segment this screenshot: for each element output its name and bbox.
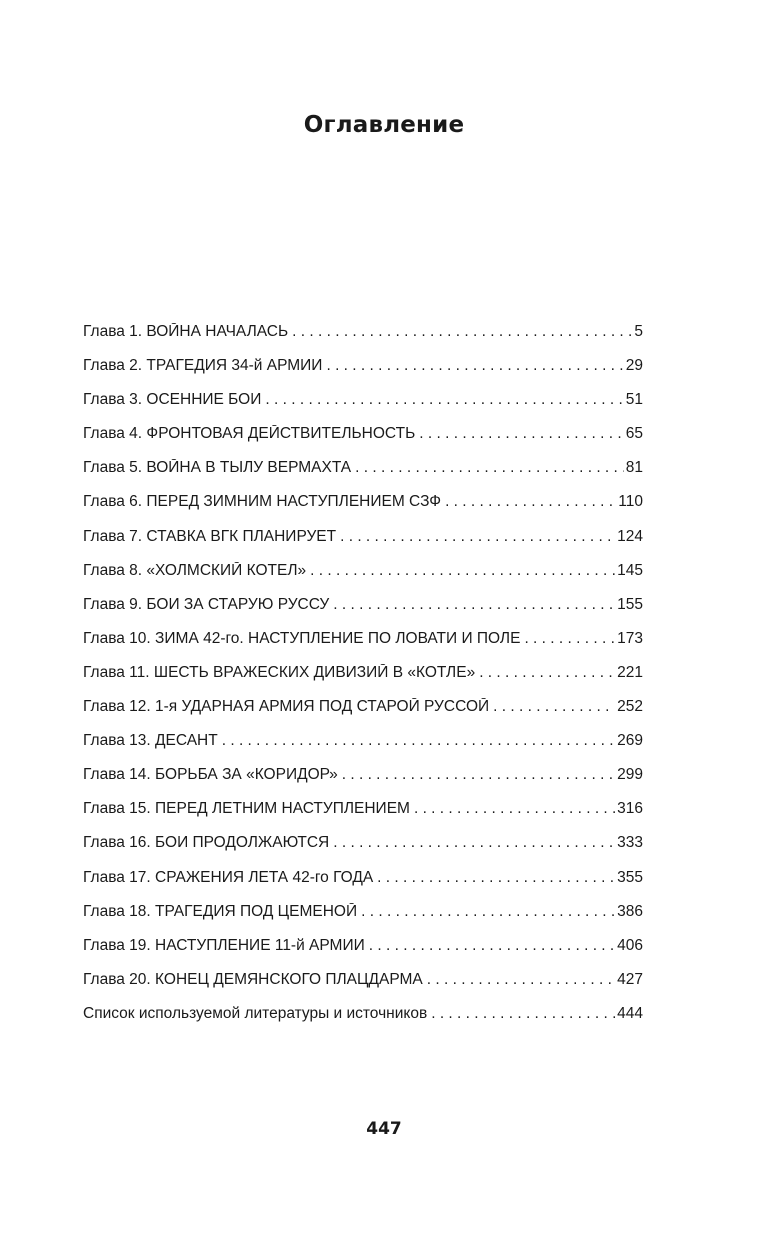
- toc-dot-leader: [419, 425, 623, 443]
- toc-entry-title: Глава 10. ЗИМА 42-го. НАСТУПЛЕНИЕ ПО ЛОВАТИ И ПОЛЕ: [83, 629, 521, 647]
- toc-dot-leader: [326, 357, 623, 375]
- toc-dot-leader: [333, 834, 615, 852]
- toc-dot-leader: [414, 800, 615, 818]
- toc-entry: [83, 834, 643, 868]
- toc-entry: [83, 732, 643, 766]
- toc-dot-leader: [479, 664, 615, 682]
- toc-entry: [83, 596, 643, 630]
- toc-entry: [83, 766, 643, 800]
- toc-entry-page: 110: [618, 493, 643, 511]
- toc-entry-title: Глава 2. ТРАГЕДИЯ 34-й АРМИИ: [83, 357, 323, 375]
- toc-entry-title: Глава 3. ОСЕННИЕ БОИ: [83, 391, 262, 409]
- toc-entry: [83, 425, 643, 459]
- page-number: 447: [366, 1119, 402, 1139]
- toc-entry-page: 145: [617, 561, 643, 579]
- page-title: Оглавление: [303, 112, 465, 138]
- toc-entry-page: 221: [617, 663, 643, 681]
- toc-entry-title: Глава 15. ПЕРЕД ЛЕТНИМ НАСТУПЛЕНИЕМ: [83, 800, 410, 818]
- toc-entry-title: Глава 6. ПЕРЕД ЗИМНИМ НАСТУПЛЕНИЕМ СЗФ: [83, 493, 442, 511]
- toc-dot-leader: [431, 1005, 615, 1023]
- toc-entry-page: 355: [617, 868, 643, 886]
- toc-entry-page: 29: [625, 357, 643, 375]
- toc-entry-page: 444: [617, 1004, 643, 1022]
- toc-entry-page: 81: [625, 459, 643, 477]
- toc-entry: [83, 630, 643, 664]
- toc-entry-title: Глава 16. БОИ ПРОДОЛЖАЮТСЯ: [83, 834, 330, 852]
- toc-entry-title: Глава 12. 1-я УДАРНАЯ АРМИЯ ПОД СТАРОЙ РУССОЙ: [83, 698, 490, 716]
- toc-dot-leader: [340, 528, 615, 546]
- toc-entry-page: 173: [617, 629, 643, 647]
- toc-entry-title: Глава 17. СРАЖЕНИЯ ЛЕТА 42-го ГОДА: [83, 868, 374, 886]
- toc-dot-leader: [369, 937, 615, 955]
- toc-dot-leader: [292, 323, 632, 341]
- toc-entry: [83, 698, 643, 732]
- toc-entry: [83, 528, 643, 562]
- toc-dot-leader: [310, 562, 615, 580]
- toc-dot-leader: [493, 698, 615, 716]
- toc-entry-page: 155: [617, 595, 643, 613]
- toc-entry-page: 124: [617, 527, 643, 545]
- toc-entry-title: Глава 13. ДЕСАНТ: [83, 732, 218, 750]
- toc-dot-leader: [524, 630, 615, 648]
- toc-entry-title: Глава 7. СТАВКА ВГК ПЛАНИРУЕТ: [83, 527, 337, 545]
- toc-entry: [83, 869, 643, 903]
- toc-entry-title: Глава 11. ШЕСТЬ ВРАЖЕСКИХ ДИВИЗИЙ В «КОТЛЕ»: [83, 663, 476, 681]
- toc-dot-leader: [445, 493, 616, 511]
- toc-entry-title: Глава 8. «ХОЛМСКИЙ КОТЕЛ»: [83, 561, 307, 579]
- toc-entry: [83, 664, 643, 698]
- toc-entry: [83, 562, 643, 596]
- toc-entry-page: 65: [625, 425, 643, 443]
- toc-dot-leader: [342, 766, 615, 784]
- toc-dot-leader: [377, 869, 615, 887]
- toc-entry-title: Глава 14. БОРЬБА ЗА «КОРИДОР»: [83, 766, 338, 784]
- toc-entry: [83, 459, 643, 493]
- toc-entry: [83, 1005, 643, 1039]
- toc-entry: [83, 937, 643, 971]
- toc-entry-title: Глава 20. КОНЕЦ ДЕМЯНСКОГО ПЛАЦДАРМА: [83, 970, 423, 988]
- toc-entry-title: Глава 18. ТРАГЕДИЯ ПОД ЦЕМЕНОЙ: [83, 902, 358, 920]
- toc-entry: [83, 903, 643, 937]
- toc-entry-title: Глава 4. ФРОНТОВАЯ ДЕЙСТВИТЕЛЬНОСТЬ: [83, 425, 416, 443]
- toc-entry-page: 51: [625, 391, 643, 409]
- toc-entry: [83, 391, 643, 425]
- toc-entry-title: Глава 1. ВОЙНА НАЧАЛАСЬ: [83, 323, 289, 340]
- table-of-contents: [83, 323, 643, 1039]
- toc-entry-title: Глава 9. БОИ ЗА СТАРУЮ РУССУ: [83, 595, 330, 613]
- toc-entry-page: 316: [617, 800, 643, 818]
- toc-entry-page: 299: [617, 766, 643, 784]
- toc-dot-leader: [333, 596, 615, 614]
- toc-entry-page: 386: [617, 902, 643, 920]
- toc-dot-leader: [265, 391, 623, 409]
- toc-dot-leader: [222, 732, 615, 750]
- toc-entry-page: 269: [617, 732, 643, 750]
- toc-entry: [83, 493, 643, 527]
- toc-entry: [83, 323, 643, 357]
- toc-entry-page: 427: [617, 970, 643, 988]
- toc-entry-title: Список используемой литературы и источников: [83, 1004, 428, 1022]
- toc-entry: [83, 971, 643, 1005]
- toc-entry: [83, 800, 643, 834]
- toc-entry-page: 5: [634, 323, 643, 340]
- toc-dot-leader: [355, 459, 624, 477]
- toc-dot-leader: [361, 903, 615, 921]
- toc-entry-page: 333: [617, 834, 643, 852]
- toc-entry-title: Глава 5. ВОЙНА В ТЫЛУ ВЕРМАХТА: [83, 459, 352, 477]
- toc-entry: [83, 357, 643, 391]
- toc-entry-page: 252: [617, 698, 643, 716]
- toc-entry-page: 406: [617, 936, 643, 954]
- toc-entry-title: Глава 19. НАСТУПЛЕНИЕ 11-й АРМИИ: [83, 936, 365, 954]
- toc-dot-leader: [427, 971, 615, 989]
